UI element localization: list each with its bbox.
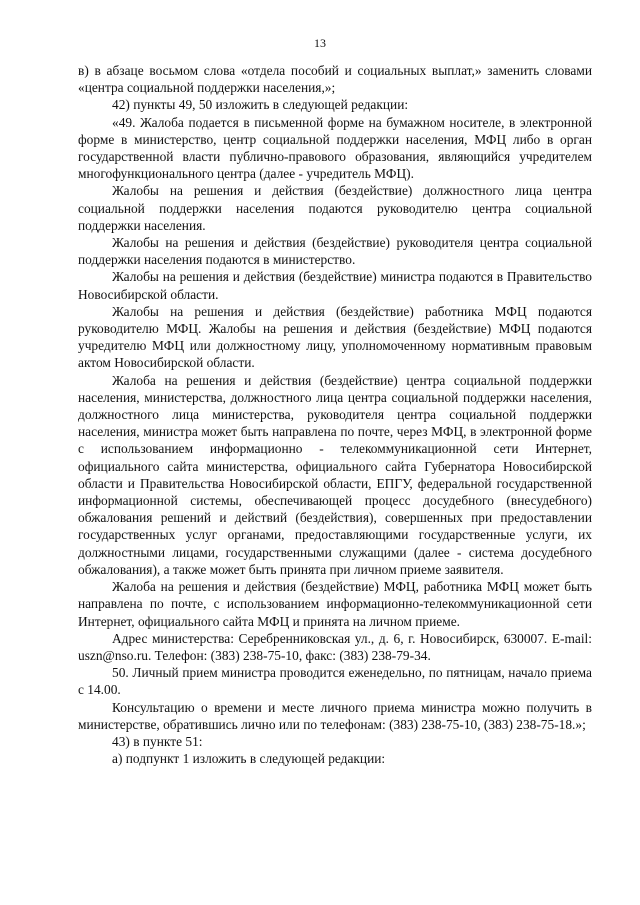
page-number: 13 <box>314 36 326 50</box>
paragraph: Жалобы на решения и действия (бездействие) должностного лица центра социальной поддержки населения подаются руководителю центра социальной поддержки населения. <box>78 183 592 233</box>
document-body <box>78 62 592 767</box>
paragraph: Жалобы на решения и действия (бездействие) руководителя центра социальной поддержки населения подаются в министерство. <box>78 235 592 268</box>
paragraph: Консультацию о времени и месте личного приема министра можно получить в министерстве, обратившись лично или по телефонам: (383) 238-75-10, (383) 238-75-18.»; <box>78 699 592 732</box>
paragraph: в) в абзаце восьмом слова «отдела пособий и социальных выплат,» заменить словами «центра социальной поддержки населения,»; <box>78 63 592 96</box>
paragraph: Жалоба на решения и действия (бездействие) центра социальной поддержки населения, министерства, должностного лица центра социальной поддержки населения, должностного лица министерства, руководителя центра социальной поддержки населения, министра может быть направлена по почте, через МФЦ, в электронной форме с использованием информационно - телекоммуникационной сети Интернет, официального сайта министерства, официального сайта Губернатора Новосибирской области и Правительства Новосибирской области, ЕПГУ, федеральной государственной информационной системы, обеспечивающей процесс досудебного (внесудебного) обжалования решений и действий (бездействия), совершенных при предоставлении государственных услуг органами, предоставляющими государственные услуги, их должностными лицами, государственными служащими (далее - система досудебного обжалования), а также может быть принята при личном приеме заявителя. <box>78 372 592 577</box>
paragraph: Жалобы на решения и действия (бездействие) министра подаются в Правительство Новосибирской области. <box>78 269 592 302</box>
paragraph: «49. Жалоба подается в письменной форме на бумажном носителе, в электронной форме в министерство, центр социальной поддержки населения, МФЦ либо в орган государственной власти публично-правового образования, являющийся учредителем многофункционального центра (далее - учредитель МФЦ). <box>78 114 592 182</box>
paragraph: Жалобы на решения и действия (бездействие) работника МФЦ подаются руководителю МФЦ. Жалобы на решения и действия (бездействие) МФЦ подаются учредителю МФЦ или должностному лицу, уполномоченному нормативным правовым актом Новосибирской области. <box>78 303 592 371</box>
paragraph: Жалоба на решения и действия (бездействие) МФЦ, работника МФЦ может быть направлена по почте, с использованием информационно-телекоммуникационной сети Интернет, официального сайта МФЦ и принята на личном приеме. <box>78 579 592 629</box>
paragraph: Адрес министерства: Серебренниковская ул., д. 6, г. Новосибирск, 630007. E-mail: uszn@nso.ru. Телефон: (383) 238-75-10, факс: (383) 238-79-34. <box>78 630 592 663</box>
paragraph: 50. Личный прием министра проводится еженедельно, по пятницам, начало приема с 14.00. <box>78 665 592 698</box>
paragraph: а) подпункт 1 изложить в следующей редакции: <box>112 751 386 767</box>
paragraph: 43) в пункте 51: <box>112 733 203 749</box>
paragraph: 42) пункты 49, 50 изложить в следующей редакции: <box>112 97 409 113</box>
